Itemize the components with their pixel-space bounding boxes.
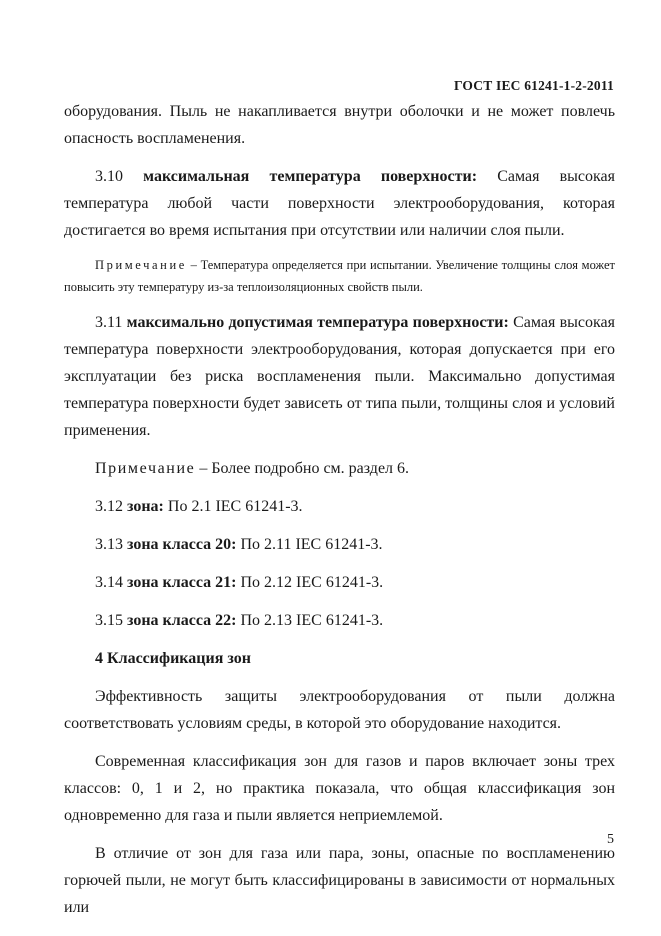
note-3-10	[64, 254, 615, 298]
note-3-11	[64, 455, 615, 482]
section-heading: 4 Классификация зон	[95, 650, 251, 667]
term-definition: По 2.13 IEC 61241-3.	[240, 612, 384, 629]
term-title: максимально допустимая температура поверхности:	[126, 314, 509, 331]
continued-paragraph: оборудования. Пыль не накапливается внутри оболочки и не может повлечь опасность воспламенения.	[64, 103, 615, 147]
term-title: максимальная температура поверхности:	[143, 168, 478, 185]
page-number: 5	[607, 832, 614, 847]
term-definition: По 2.12 IEC 61241-3.	[240, 574, 384, 591]
term-definition: По 2.1 IEC 61241-3.	[167, 498, 303, 515]
note-text: – Температура определяется при испытании. Увеличение толщины слоя может повысить эту температуру из-за теплоизоляционных свойств пыли.	[64, 258, 616, 294]
term-number: 3.10	[95, 168, 123, 185]
note-label: Примечание	[95, 258, 187, 272]
term-number: 3.11	[95, 314, 123, 331]
term-3-11	[64, 309, 615, 444]
document-header: ГОСТ IEC 61241-1-2-2011	[453, 78, 614, 93]
term-definition: По 2.11 IEC 61241-3.	[240, 536, 383, 553]
paragraph-1: Эффективность защиты электрооборудования от пыли должна соответствовать условиям среды, в которой это оборудование находится.	[64, 688, 615, 732]
term-definition: Самая высокая температура поверхности электрооборудования, которая допускается при его эксплуатации без риска воспламенения пыли. Максимально допустимая температура поверхности будет зависеть от типа пыли, толщины слоя и условий применения.	[64, 314, 616, 439]
term-title: зона:	[127, 498, 164, 515]
term-3-15	[64, 607, 615, 634]
term-title: зона класса 21:	[127, 574, 237, 591]
term-number: 3.15	[95, 612, 123, 629]
term-3-12	[64, 493, 615, 520]
term-3-10	[64, 163, 615, 244]
note-label: Примечание	[95, 460, 196, 477]
paragraph-3: В отличие от зон для газа или пара, зоны, опасные по воспламенению горючей пыли, не могут быть классифицированы в зависимости от нормальных или	[64, 845, 615, 916]
term-3-14	[64, 569, 615, 596]
term-number: 3.13	[95, 536, 123, 553]
term-definition: Самая высокая температура любой части поверхности электрооборудования, которая достигается во время испытания при отсутствии или наличии слоя пыли.	[64, 168, 616, 239]
term-number: 3.14	[95, 574, 123, 591]
paragraph-2: Современная классификация зон для газов и паров включает зоны трех классов: 0, 1 и 2, но практика показала, что общая классификация зон одновременно для газа и пыли является неприемлемой.	[64, 753, 615, 824]
page-content	[64, 98, 615, 921]
term-title: зона класса 20:	[127, 536, 237, 553]
term-title: зона класса 22:	[127, 612, 237, 629]
term-number: 3.12	[95, 498, 123, 515]
term-3-13	[64, 531, 615, 558]
note-text: – Более подробно см. раздел 6.	[199, 460, 410, 477]
